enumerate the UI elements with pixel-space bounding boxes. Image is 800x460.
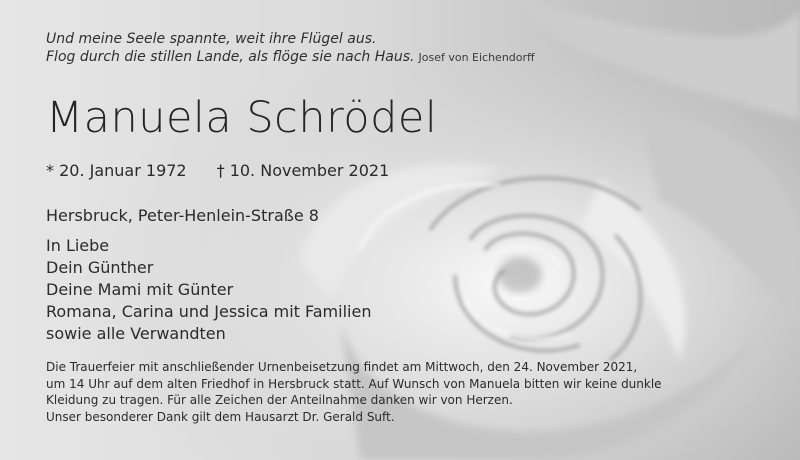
funeral-notice — [46, 359, 766, 425]
notice-line: Unser besonderer Dank gilt dem Hausarzt Dr. Gerald Suft. — [46, 409, 395, 424]
mourner-line: sowie alle Verwandten — [46, 324, 226, 343]
mourners-list — [46, 235, 371, 345]
birth-date: * 20. Januar 1972 — [46, 161, 187, 180]
notice-line: Die Trauerfeier mit anschließender Urnenbeisetzung findet am Mittwoch, den 24. November 2021, — [46, 360, 638, 374]
mourner-line: Dein Günther — [46, 258, 154, 277]
quote-line-2-text: Flog durch die stillen Lande, als flöge sie nach Haus. — [46, 49, 415, 65]
family-address: Hersbruck, Peter-Henlein-Straße 8 — [46, 206, 319, 225]
mourner-line: Romana, Carina und Jessica mit Familien — [46, 302, 372, 321]
death-date: † 10. November 2021 — [216, 161, 390, 180]
mourner-line: In Liebe — [46, 236, 110, 255]
mourner-line: Deine Mami mit Günter — [46, 280, 234, 299]
notice-line: Kleidung zu tragen. Für alle Zeichen der Anteilnahme danken wir von Herzen. — [46, 393, 513, 407]
life-dates — [46, 161, 389, 181]
notice-line: um 14 Uhr auf dem alten Friedhof in Hersbruck statt. Auf Wunsch von Manuela bitten wir keine dunkle — [46, 376, 662, 391]
deceased-name: Manuela Schrödel — [46, 93, 438, 143]
quote-line-2 — [46, 48, 535, 67]
quote-line-1: Und meine Seele spannte, weit ihre Flügel aus. — [46, 31, 377, 47]
poem-quote — [46, 30, 535, 67]
quote-author: Josef von Eichendorff — [418, 51, 535, 64]
